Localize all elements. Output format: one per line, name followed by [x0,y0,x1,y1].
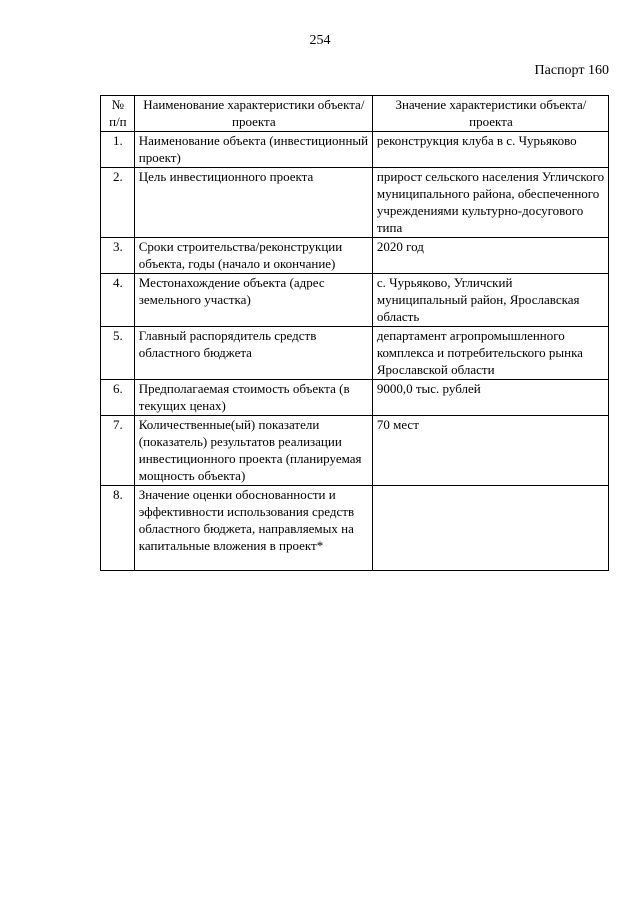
row-value: 9000,0 тыс. рублей [372,380,608,416]
table-row [101,168,609,238]
row-num: 6. [101,380,135,416]
row-num: 8. [101,486,135,571]
passport-label: Паспорт 160 [534,63,609,78]
page-number: 254 [309,33,331,48]
table-row [101,327,609,380]
row-num: 2. [101,168,135,238]
table-row [101,416,609,486]
row-name: Наименование объекта (инвестиционный проект) [134,132,372,168]
row-value: департамент агропромышленного комплекса и потребительского рынка Ярославской области [372,327,608,380]
row-num: 3. [101,238,135,274]
header-value: Значение характеристики объекта/проекта [372,96,608,132]
table-row [101,238,609,274]
row-name: Цель инвестиционного проекта [134,168,372,238]
row-name: Главный распорядитель средств областного бюджета [134,327,372,380]
header-num: № п/п [101,96,135,132]
row-value: 2020 год [372,238,608,274]
row-num: 5. [101,327,135,380]
table-row [101,380,609,416]
row-num: 4. [101,274,135,327]
row-value: 70 мест [372,416,608,486]
row-value: прирост сельского населения Угличского муниципального района, обеспеченного учреждениями культурно-досугового типа [372,168,608,238]
row-num: 7. [101,416,135,486]
row-name: Значение оценки обоснованности и эффективности использования средств областного бюджета, направляемых на капитальные вложения в проект* [134,486,372,571]
row-value [372,486,608,571]
row-name: Сроки строительства/реконструкции объекта, годы (начало и окончание) [134,238,372,274]
table-row [101,132,609,168]
row-value: реконструкция клуба в с. Чурьяково [372,132,608,168]
row-name: Количественные(ый) показатели (показатель) результатов реализации инвестиционного проекта (планируемая мощность объекта) [134,416,372,486]
table-row [101,274,609,327]
table-row [101,486,609,571]
row-num: 1. [101,132,135,168]
row-name: Предполагаемая стоимость объекта (в текущих ценах) [134,380,372,416]
passport-table [100,95,609,571]
row-name: Местонахождение объекта (адрес земельного участка) [134,274,372,327]
header-name: Наименование характеристики объекта/проекта [134,96,372,132]
row-value: с. Чурьяково, Угличский муниципальный район, Ярославская область [372,274,608,327]
table-header-row [101,96,609,132]
